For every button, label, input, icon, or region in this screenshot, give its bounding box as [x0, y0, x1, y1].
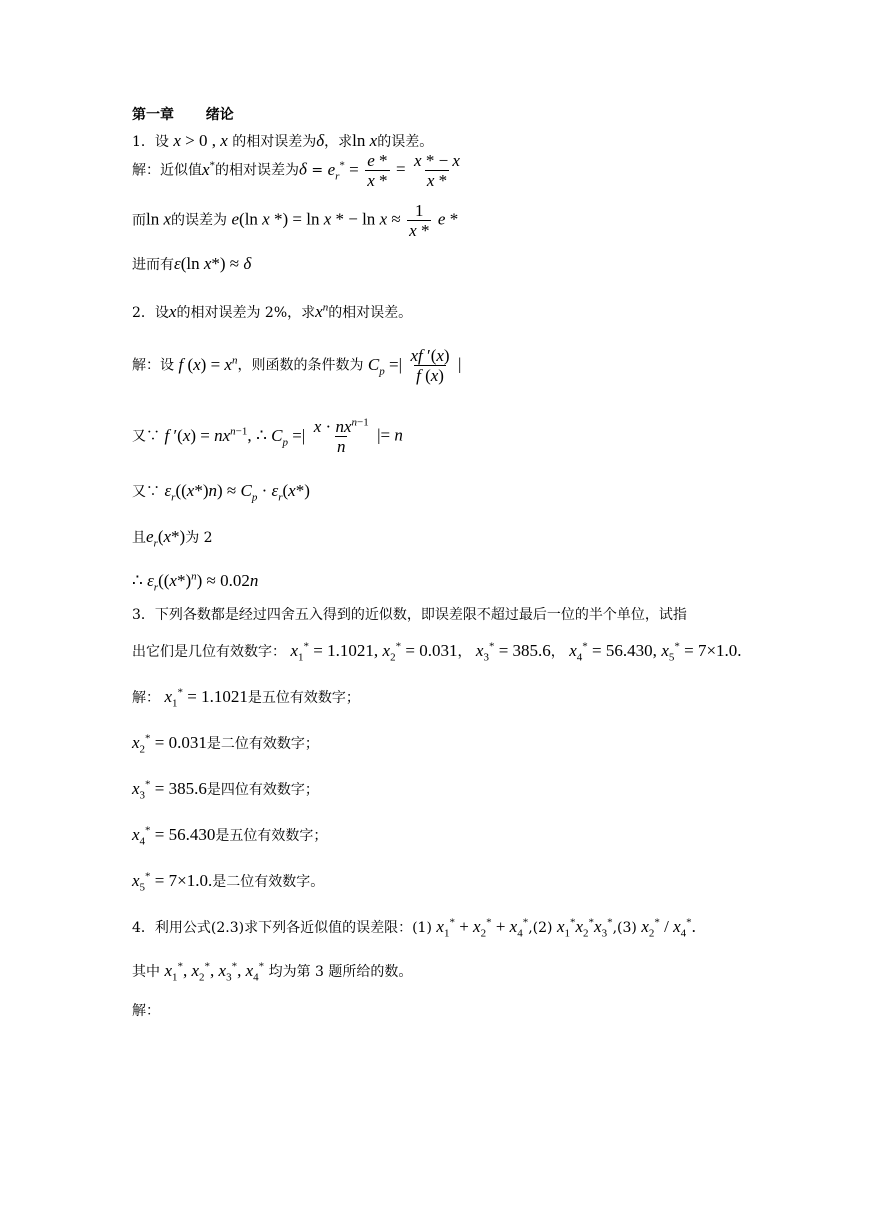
problem-4-note: 其中 $x_1^*$, $x_2^*$, $x_3^*$, $x_4^*$ 均为第 3 题所给的数。: [132, 960, 413, 984]
problem-3-answer-1: 解： $x_1^* = 1.1021$是五位有效数字；: [132, 686, 360, 710]
problem-2-step-5: ∴ $\varepsilon_r((x*)^n) \approx 0.02n$: [132, 570, 259, 594]
problem-4-question: 4．利用公式(2.3)求下列各近似值的误差限：(1) $x_1^* + x_2^* + x_4^*,(2)$ $x_1^*x_2^*x_3^*,(3)$ $x_2^* / x_4^*$.: [132, 916, 696, 940]
problem-1-step-3: 进而有ε(ln x*) ≈ δ: [132, 254, 252, 273]
chapter-subtitle: 绪论: [205, 107, 234, 123]
problem-3-answer-2: $x_2^* = 0.031$是二位有效数字；: [132, 732, 319, 756]
problem-2-step-2: 又∵ f $'(x) = nx^{n-1}$, ∴ $C_p$ =| $\frac{x \cdot nx^{n-1}}{n}$ |= n: [132, 416, 403, 456]
problem-2-step-3: 又∵ $\varepsilon_r((x*)n) \approx C_p \cdot \varepsilon_r(x*)$: [132, 481, 310, 504]
problem-3-answer-5: $x_5^* = 7\times 1.0$.是二位有效数字。: [132, 870, 325, 894]
problem-1-step-1: 解：近似值x*的相对误差为$\delta = e_r^*$ = $\frac{e *}{x *}$ = $\frac{x * - x}{x *}$: [132, 151, 460, 190]
problem-2-question: 2．设x的相对误差为 2%，求$x^n$的相对误差。: [132, 301, 413, 321]
problem-4-answer-label: 解：: [132, 1003, 160, 1019]
problem-2-step-4: 且$e_r(x*)$为 2: [132, 527, 213, 550]
problem-1-step-2: 而ln x的误差为 e(ln x *) = ln x * − ln x ≈ $\frac{1}{x *}$ e *: [132, 201, 459, 240]
problem-3-answer-4: $x_4^* = 56.430$是五位有效数字；: [132, 824, 328, 848]
chapter-heading: [132, 108, 234, 122]
chapter-title: 第一章: [132, 107, 174, 123]
problem-1-question: 1．设 x > 0 , x 的相对误差为δ，求ln x的误差。: [132, 131, 434, 150]
problem-3-question-line-1: 3．下列各数都是经过四舍五入得到的近似数，即误差限不超过最后一位的半个单位，试指: [132, 607, 687, 623]
problem-3-answer-3: $x_3^* = 385.6$是四位有效数字；: [132, 778, 319, 802]
problem-2-step-1: 解：设 f $(x) = x^n$，则函数的条件数为 $C_p$ =| $\frac{xf '(x)}{f (x)}$ |: [132, 346, 462, 385]
problem-3-question-line-2: 出它们是几位有效数字： $x_1^* = 1.1021$, $x_2^* = 0.031$， $x_3^* = 385.6$， $x_4^* = 56.430$, $x_5^* = 7\times 1.0$.: [132, 640, 742, 664]
